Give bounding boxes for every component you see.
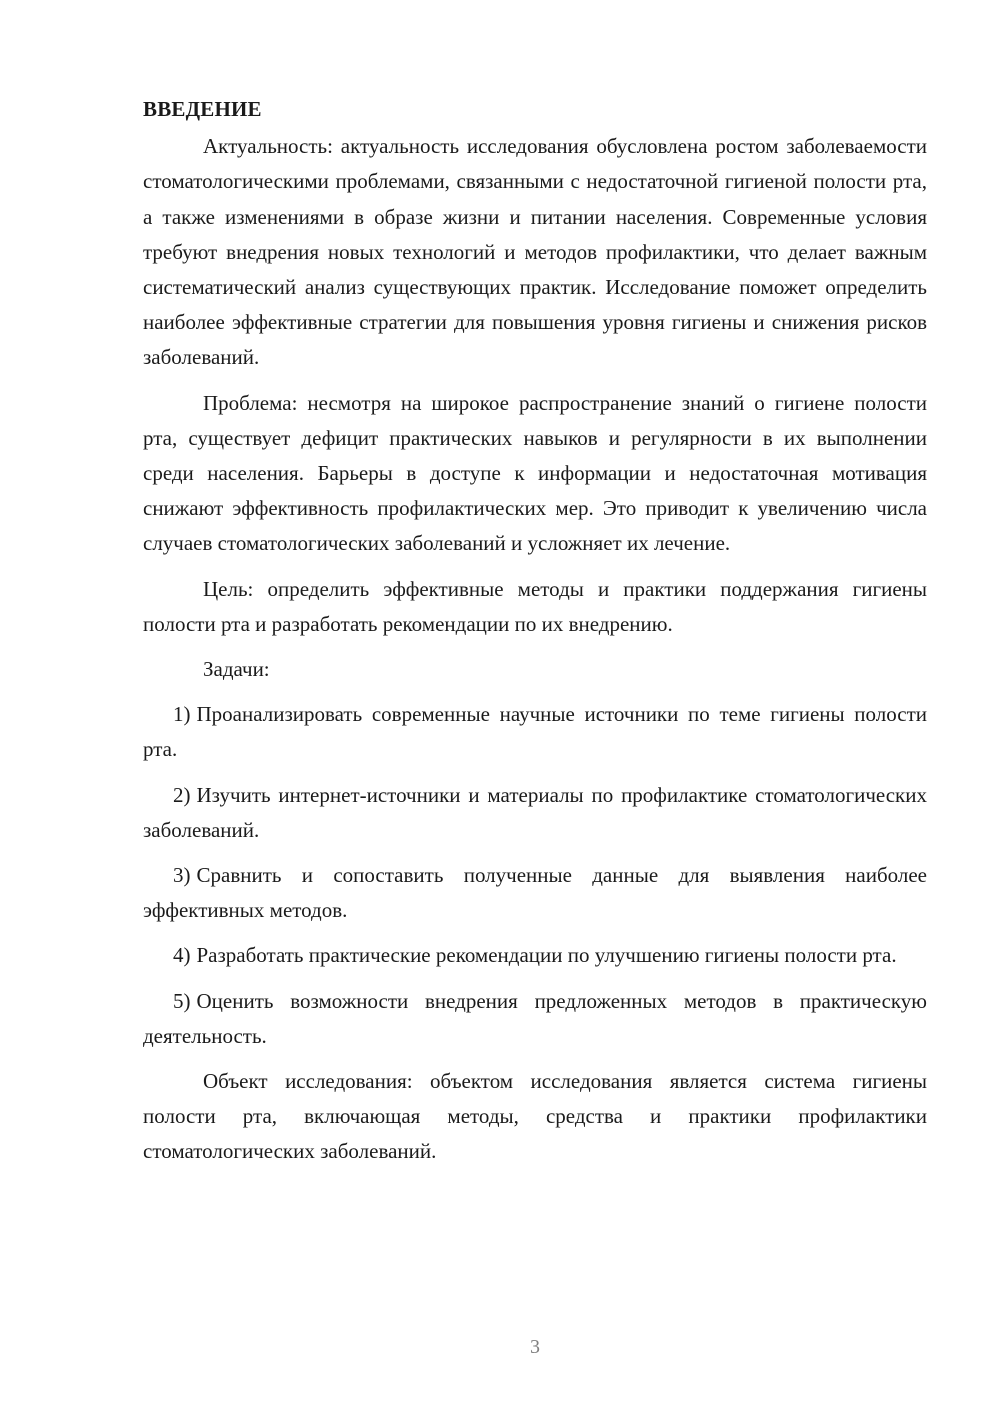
paragraph-relevance: Актуальность: актуальность исследования обусловлена ростом заболеваемости стоматологическими проблемами, связанными с недостаточной гигиеной полости рта, а также изменениями в образе жизни и питании населения. Современные условия требуют внедрения новых технологий и методов профилактики, что делает важным систематический анализ существующих практик. Исследование поможет определить наиболее эффективные стратегии для повышения уровня гигиены и снижения рисков заболеваний.	[143, 134, 927, 370]
page-number: 3	[530, 1336, 540, 1358]
task-number: 4)	[173, 943, 191, 968]
paragraph-problem: Проблема: несмотря на широкое распространение знаний о гигиене полости рта, существует дефицит практических навыков и регулярности в их выполнении среди населения. Барьеры в доступе к информации и недостаточная мотивация снижают эффективность профилактических мер. Это приводит к увеличению числа случаев стоматологических заболеваний и усложняет их лечение.	[143, 390, 927, 556]
task-text: Сравнить и сопоставить полученные данные для выявления наиболее эффективных методов.	[143, 863, 927, 923]
task-text: Изучить интернет-источники и материалы по профилактике стоматологических заболеваний.	[143, 782, 927, 842]
page-title: ВВЕДЕНИЕ	[143, 97, 262, 121]
task-number: 5)	[173, 988, 191, 1013]
task-item-3	[143, 858, 927, 928]
task-number: 1)	[173, 702, 191, 727]
paragraph-goal: Цель: определить эффективные методы и практики поддержания гигиены полости рта и разработать рекомендации по их внедрению.	[143, 576, 927, 636]
task-item-4	[143, 938, 927, 973]
paragraph-object: Объект исследования: объектом исследования является система гигиены полости рта, включающая методы, средства и практики профилактики стоматологических заболеваний.	[143, 1069, 927, 1164]
task-text: Проанализировать современные научные источники по теме гигиены полости рта.	[143, 702, 927, 762]
task-item-5	[143, 984, 927, 1054]
tasks-heading: Задачи:	[203, 657, 270, 682]
task-text: Оценить возможности внедрения предложенных методов в практическую деятельность.	[143, 988, 927, 1048]
task-text: Разработать практические рекомендации по улучшению гигиены полости рта.	[196, 943, 897, 968]
task-item-2	[143, 778, 927, 848]
task-item-1	[143, 697, 927, 767]
task-number: 3)	[173, 863, 191, 888]
page-content	[143, 92, 927, 1180]
task-number: 2)	[173, 782, 191, 807]
